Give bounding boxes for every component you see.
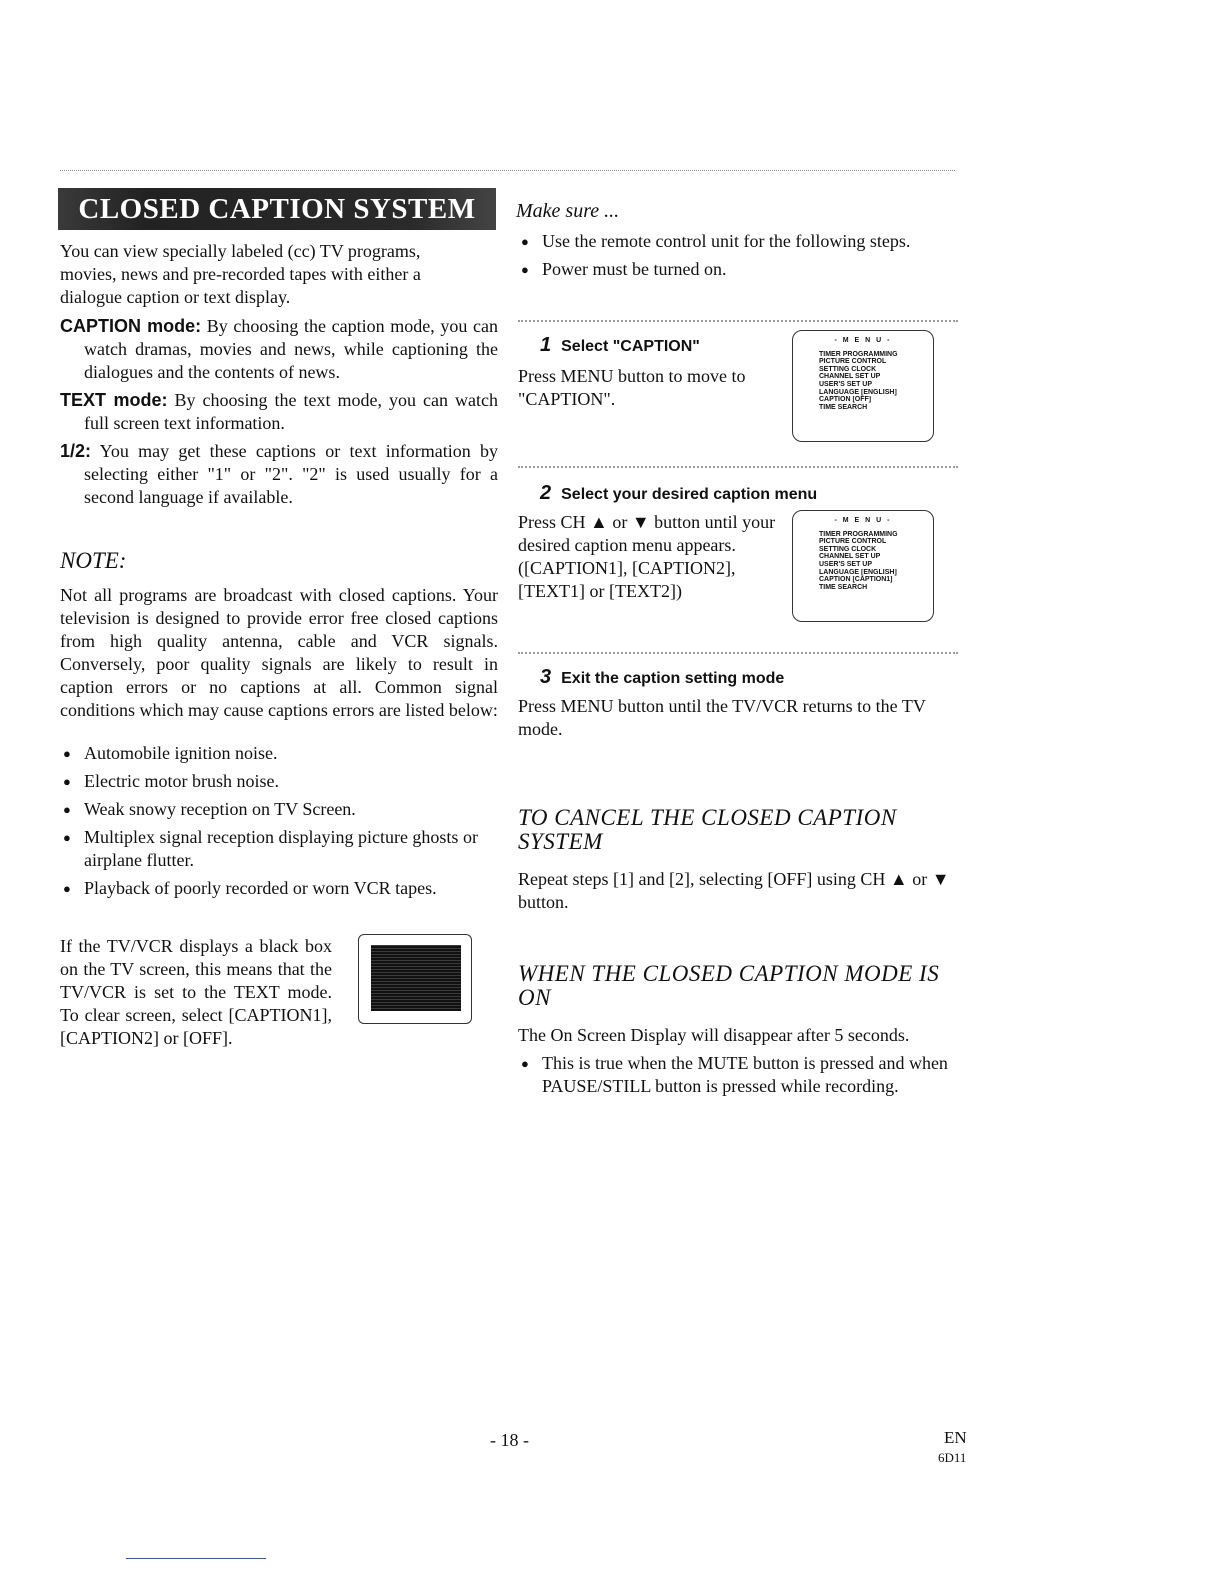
black-box-screen (371, 945, 461, 1011)
mode-text: You may get these captions or text information by selecting either "1" or "2". "2" is used usually for a second language if available. (84, 441, 498, 507)
step-divider (518, 466, 958, 468)
tv-screen-illustration (358, 934, 472, 1024)
menu-item: PICTURE CONTROL (819, 358, 887, 366)
mode-text: By choosing the text mode, you can watch full screen text information. (84, 390, 498, 433)
mode-half (60, 440, 498, 509)
modes-list (60, 315, 498, 509)
section-banner (58, 188, 496, 230)
step-divider (518, 320, 958, 322)
menu-screen-1 (792, 330, 934, 442)
intro-paragraph: You can view specially labeled (cc) TV programs, movies, news and pre-recorded tapes with either a dialogue caption or text display. (60, 241, 421, 307)
language-code: EN (944, 1428, 967, 1447)
list-item: ● Playback of poorly recorded or worn VCR tapes. (60, 877, 500, 900)
step-1-heading (540, 334, 700, 357)
menu-item: SETTING CLOCK (819, 365, 877, 373)
menu-item-selected: ► CAPTION [OFF] (819, 396, 925, 404)
menu-item: LANGUAGE [ENGLISH] (819, 568, 897, 576)
list-item: ● Automobile ignition noise. (60, 742, 500, 765)
step-2-text: Press CH ▲ or ▼ button until your desired caption menu appears. ([CAPTION1], [CAPTION2], [TEXT1] or [TEXT2]) (518, 512, 776, 601)
note-bullets (60, 742, 500, 905)
menu-item: TIMER PROGRAMMING (819, 530, 898, 538)
menu-title: - M E N U - (834, 337, 892, 344)
step-2-heading (540, 482, 817, 505)
top-divider (60, 170, 955, 171)
menu-item: TIMER PROGRAMMING (819, 350, 898, 358)
menu-item: CHANNEL SET UP (819, 373, 881, 381)
mode-label: TEXT mode: (60, 390, 168, 410)
mode-label: 1/2: (60, 441, 92, 461)
list-item: ● Use the remote control unit for the following steps. (518, 230, 958, 253)
menu-item: CHANNEL SET UP (819, 553, 881, 561)
mode-text: By choosing the caption mode, you can watch dramas, movies and news, while captioning the dialogues and the contents of news. (84, 316, 498, 382)
step-3-text: Press MENU button until the TV/VCR returns to the TV mode. (518, 696, 926, 739)
model-code: 6D11 (938, 1450, 967, 1465)
menu-item: SETTING CLOCK (819, 545, 877, 553)
note-paragraph: Not all programs are broadcast with closed captions. Your television is designed to provide error free closed captions from high quality antenna, cable and VCR signals. Conversely, poor quality signals are likely to result in caption errors or no captions at all. Common signal conditions which may cause captions errors are listed below: (60, 585, 498, 720)
step-3-heading (540, 666, 784, 689)
mode-text-info (60, 389, 498, 435)
step-title: Exit the caption setting mode (561, 670, 785, 687)
note-title: NOTE: (60, 548, 127, 573)
step-title: Select "CAPTION" (561, 338, 700, 355)
menu-item: TIME SEARCH (819, 403, 868, 411)
when-on-text: The On Screen Display will disappear after 5 seconds. (518, 1025, 910, 1045)
list-item: ● Power must be turned on. (518, 258, 958, 281)
mode-label: CAPTION mode: (60, 316, 202, 336)
bottom-link-rule (126, 1558, 266, 1559)
menu-item-selected: ► CAPTION [CAPTION1] (819, 576, 925, 584)
when-on-heading: WHEN THE CLOSED CAPTION MODE IS ON (518, 961, 940, 1010)
step-number: 3 (540, 666, 552, 688)
banner-title: CLOSED CAPTION SYSTEM (78, 192, 476, 225)
step-divider (518, 652, 958, 654)
step-number: 1 (540, 334, 552, 356)
menu-item: TIME SEARCH (819, 583, 868, 591)
make-sure-bullets (518, 230, 958, 286)
step-title: Select your desired caption menu (561, 486, 818, 503)
list-item: ● Weak snowy reception on TV Screen. (60, 798, 500, 821)
menu-item: USER'S SET UP (819, 560, 873, 568)
make-sure-title: Make sure ... (516, 200, 620, 222)
menu-title: - M E N U - (834, 517, 892, 524)
list-item: ● Multiplex signal reception displaying picture ghosts or airplane flutter. (60, 826, 500, 872)
when-on-bullets (518, 1052, 960, 1103)
list-item: ● Electric motor brush noise. (60, 770, 500, 793)
menu-item: USER'S SET UP (819, 380, 873, 388)
list-item: ● This is true when the MUTE button is pressed and when PAUSE/STILL button is pressed while recording. (518, 1052, 960, 1098)
menu-item: PICTURE CONTROL (819, 538, 887, 546)
cancel-heading: TO CANCEL THE CLOSED CAPTION SYSTEM (518, 805, 897, 854)
mode-caption (60, 315, 498, 384)
blackbox-paragraph: If the TV/VCR displays a black box on the TV screen, this means that the TV/VCR is set to the TEXT mode. To clear screen, select [CAPTION1], [CAPTION2] or [OFF]. (60, 936, 332, 1048)
menu-item: LANGUAGE [ENGLISH] (819, 388, 897, 396)
cancel-text: Repeat steps [1] and [2], selecting [OFF] using CH ▲ or ▼ button. (518, 869, 950, 912)
step-1-text: Press MENU button to move to "CAPTION". (518, 366, 746, 409)
step-number: 2 (540, 482, 552, 504)
menu-screen-2 (792, 510, 934, 622)
page-number: - 18 - (490, 1430, 529, 1450)
